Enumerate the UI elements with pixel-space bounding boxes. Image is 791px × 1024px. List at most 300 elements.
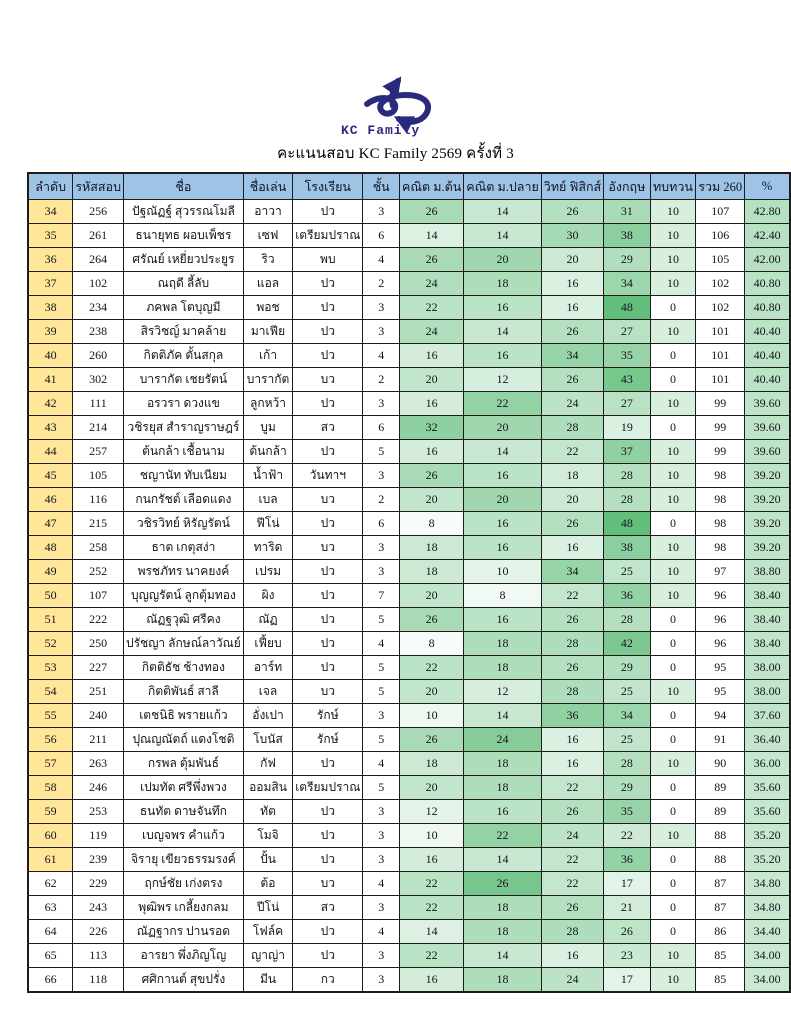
cell-science: 20 bbox=[541, 488, 603, 512]
cell-english: 27 bbox=[604, 392, 650, 416]
cell-nickname: โบนัส bbox=[243, 728, 292, 752]
cell-name: ฤกษ์ชัย เก่งตรง bbox=[124, 872, 244, 896]
cell-school: วันทาฯ bbox=[293, 464, 363, 488]
cell-total: 102 bbox=[696, 296, 745, 320]
cell-science: 16 bbox=[541, 296, 603, 320]
cell-math_junior: 16 bbox=[400, 344, 464, 368]
logo-text: KC Family bbox=[340, 123, 420, 138]
cell-math_senior: 16 bbox=[464, 608, 542, 632]
cell-review: 0 bbox=[650, 920, 696, 944]
cell-name: ธาต เกตุสง่า bbox=[124, 536, 244, 560]
cell-percent: 40.40 bbox=[745, 344, 790, 368]
cell-rank: 35 bbox=[28, 224, 73, 248]
cell-math_senior: 16 bbox=[464, 344, 542, 368]
cell-math_junior: 20 bbox=[400, 368, 464, 392]
cell-school: ปว bbox=[293, 344, 363, 368]
cell-review: 10 bbox=[650, 680, 696, 704]
cell-percent: 38.00 bbox=[745, 656, 790, 680]
cell-rank: 39 bbox=[28, 320, 73, 344]
cell-total: 101 bbox=[696, 344, 745, 368]
cell-science: 30 bbox=[541, 224, 603, 248]
cell-science: 26 bbox=[541, 200, 603, 224]
cell-grade: 3 bbox=[363, 896, 400, 920]
cell-math_junior: 18 bbox=[400, 560, 464, 584]
cell-code: 251 bbox=[73, 680, 124, 704]
cell-nickname: อั่งเปา bbox=[243, 704, 292, 728]
cell-nickname: ฟีโน่ bbox=[243, 512, 292, 536]
cell-math_junior: 18 bbox=[400, 536, 464, 560]
cell-percent: 37.60 bbox=[745, 704, 790, 728]
cell-name: กนกรัชต์ เลือดแดง bbox=[124, 488, 244, 512]
cell-total: 101 bbox=[696, 368, 745, 392]
cell-name: ปรัชญา ลักษณ์ลาวัณย์ bbox=[124, 632, 244, 656]
cell-code: 253 bbox=[73, 800, 124, 824]
cell-school: ปว bbox=[293, 320, 363, 344]
cell-english: 34 bbox=[604, 704, 650, 728]
cell-grade: 2 bbox=[363, 272, 400, 296]
cell-grade: 5 bbox=[363, 776, 400, 800]
cell-grade: 4 bbox=[363, 344, 400, 368]
cell-science: 34 bbox=[541, 344, 603, 368]
table-row bbox=[28, 536, 790, 560]
column-header-grade: ชั้น bbox=[363, 173, 400, 200]
cell-code: 229 bbox=[73, 872, 124, 896]
cell-total: 95 bbox=[696, 656, 745, 680]
cell-math_junior: 14 bbox=[400, 224, 464, 248]
cell-review: 0 bbox=[650, 848, 696, 872]
cell-total: 98 bbox=[696, 536, 745, 560]
cell-code: 222 bbox=[73, 608, 124, 632]
cell-nickname: ริว bbox=[243, 248, 292, 272]
cell-nickname: เฟี้ยบ bbox=[243, 632, 292, 656]
cell-review: 10 bbox=[650, 536, 696, 560]
cell-rank: 37 bbox=[28, 272, 73, 296]
cell-math_senior: 16 bbox=[464, 464, 542, 488]
cell-math_junior: 32 bbox=[400, 416, 464, 440]
cell-code: 105 bbox=[73, 464, 124, 488]
cell-review: 0 bbox=[650, 608, 696, 632]
cell-total: 99 bbox=[696, 392, 745, 416]
cell-review: 10 bbox=[650, 944, 696, 968]
cell-percent: 38.00 bbox=[745, 680, 790, 704]
cell-math_junior: 26 bbox=[400, 248, 464, 272]
cell-science: 28 bbox=[541, 680, 603, 704]
cell-nickname: ญาญ่า bbox=[243, 944, 292, 968]
cell-nickname: อาวา bbox=[243, 200, 292, 224]
cell-math_junior: 14 bbox=[400, 920, 464, 944]
cell-science: 36 bbox=[541, 704, 603, 728]
cell-name: อรวรา ดวงแข bbox=[124, 392, 244, 416]
cell-school: ปว bbox=[293, 392, 363, 416]
column-header-code: รหัสสอบ bbox=[73, 173, 124, 200]
cell-code: 111 bbox=[73, 392, 124, 416]
cell-math_senior: 22 bbox=[464, 392, 542, 416]
cell-grade: 3 bbox=[363, 824, 400, 848]
cell-percent: 42.00 bbox=[745, 248, 790, 272]
cell-rank: 41 bbox=[28, 368, 73, 392]
cell-name: วชิรยุส สำราญราษฎร์ bbox=[124, 416, 244, 440]
cell-nickname: บูม bbox=[243, 416, 292, 440]
cell-science: 26 bbox=[541, 656, 603, 680]
cell-name: ศรัณย์ เหยี่ยวประยูร bbox=[124, 248, 244, 272]
cell-science: 24 bbox=[541, 392, 603, 416]
cell-math_junior: 20 bbox=[400, 680, 464, 704]
cell-math_junior: 24 bbox=[400, 272, 464, 296]
table-row bbox=[28, 416, 790, 440]
score-table bbox=[27, 172, 791, 993]
cell-percent: 38.40 bbox=[745, 584, 790, 608]
cell-code: 240 bbox=[73, 704, 124, 728]
cell-school: ปว bbox=[293, 512, 363, 536]
cell-percent: 38.40 bbox=[745, 632, 790, 656]
cell-school: ปว bbox=[293, 560, 363, 584]
cell-science: 16 bbox=[541, 272, 603, 296]
cell-code: 214 bbox=[73, 416, 124, 440]
column-header-english: อังกฤษ bbox=[604, 173, 650, 200]
cell-name: บารากัต เชยรัตน์ bbox=[124, 368, 244, 392]
cell-math_junior: 16 bbox=[400, 968, 464, 993]
cell-rank: 51 bbox=[28, 608, 73, 632]
cell-total: 86 bbox=[696, 920, 745, 944]
cell-school: ปว bbox=[293, 824, 363, 848]
cell-review: 10 bbox=[650, 584, 696, 608]
cell-school: ปว bbox=[293, 656, 363, 680]
cell-grade: 5 bbox=[363, 608, 400, 632]
cell-name: บุญญรัตน์ ลูกตุ้มทอง bbox=[124, 584, 244, 608]
cell-name: กิตติภัค ตั้นสกุล bbox=[124, 344, 244, 368]
cell-percent: 36.00 bbox=[745, 752, 790, 776]
cell-math_junior: 22 bbox=[400, 944, 464, 968]
cell-school: บว bbox=[293, 488, 363, 512]
cell-math_senior: 18 bbox=[464, 896, 542, 920]
cell-english: 21 bbox=[604, 896, 650, 920]
table-row bbox=[28, 560, 790, 584]
cell-math_senior: 12 bbox=[464, 368, 542, 392]
cell-total: 96 bbox=[696, 632, 745, 656]
cell-math_senior: 18 bbox=[464, 272, 542, 296]
cell-math_senior: 18 bbox=[464, 656, 542, 680]
cell-code: 257 bbox=[73, 440, 124, 464]
cell-english: 29 bbox=[604, 656, 650, 680]
cell-grade: 5 bbox=[363, 728, 400, 752]
cell-percent: 39.60 bbox=[745, 416, 790, 440]
cell-math_senior: 16 bbox=[464, 800, 542, 824]
cell-math_senior: 16 bbox=[464, 536, 542, 560]
cell-nickname: เซฟ bbox=[243, 224, 292, 248]
cell-code: 215 bbox=[73, 512, 124, 536]
cell-review: 10 bbox=[650, 224, 696, 248]
cell-science: 26 bbox=[541, 368, 603, 392]
cell-math_senior: 26 bbox=[464, 872, 542, 896]
cell-math_senior: 18 bbox=[464, 920, 542, 944]
cell-english: 19 bbox=[604, 416, 650, 440]
cell-name: ต้นกล้า เชื้อนาม bbox=[124, 440, 244, 464]
cell-code: 211 bbox=[73, 728, 124, 752]
cell-rank: 54 bbox=[28, 680, 73, 704]
cell-english: 42 bbox=[604, 632, 650, 656]
cell-school: ปว bbox=[293, 848, 363, 872]
cell-name: ปัฐณัฏฐ์ สุวรรณโมลี bbox=[124, 200, 244, 224]
cell-math_junior: 26 bbox=[400, 728, 464, 752]
cell-english: 29 bbox=[604, 776, 650, 800]
cell-rank: 42 bbox=[28, 392, 73, 416]
cell-grade: 3 bbox=[363, 200, 400, 224]
cell-code: 246 bbox=[73, 776, 124, 800]
cell-grade: 3 bbox=[363, 704, 400, 728]
table-row bbox=[28, 464, 790, 488]
cell-review: 0 bbox=[650, 704, 696, 728]
cell-science: 28 bbox=[541, 920, 603, 944]
cell-grade: 3 bbox=[363, 320, 400, 344]
cell-grade: 3 bbox=[363, 944, 400, 968]
cell-nickname: โมจิ bbox=[243, 824, 292, 848]
cell-rank: 62 bbox=[28, 872, 73, 896]
cell-code: 263 bbox=[73, 752, 124, 776]
cell-rank: 52 bbox=[28, 632, 73, 656]
cell-school: บว bbox=[293, 680, 363, 704]
cell-rank: 47 bbox=[28, 512, 73, 536]
cell-review: 10 bbox=[650, 752, 696, 776]
cell-name: ณัฏฐากร ปานรอด bbox=[124, 920, 244, 944]
cell-school: ปว bbox=[293, 632, 363, 656]
cell-math_junior: 20 bbox=[400, 488, 464, 512]
cell-english: 17 bbox=[604, 872, 650, 896]
cell-review: 10 bbox=[650, 272, 696, 296]
cell-english: 35 bbox=[604, 800, 650, 824]
column-header-review: ทบทวน bbox=[650, 173, 696, 200]
kc-family-logo-icon bbox=[331, 72, 461, 142]
cell-percent: 36.40 bbox=[745, 728, 790, 752]
table-row bbox=[28, 728, 790, 752]
cell-name: อารยา พึ่งภิญโญ bbox=[124, 944, 244, 968]
cell-science: 26 bbox=[541, 512, 603, 536]
cell-science: 16 bbox=[541, 536, 603, 560]
cell-code: 119 bbox=[73, 824, 124, 848]
cell-name: ณัฏฐวุฒิ ศรีคง bbox=[124, 608, 244, 632]
column-header-percent: % bbox=[745, 173, 790, 200]
cell-code: 116 bbox=[73, 488, 124, 512]
cell-grade: 3 bbox=[363, 464, 400, 488]
cell-review: 10 bbox=[650, 392, 696, 416]
cell-english: 28 bbox=[604, 608, 650, 632]
cell-school: ปว bbox=[293, 752, 363, 776]
cell-total: 99 bbox=[696, 416, 745, 440]
column-header-math_senior: คณิต ม.ปลาย bbox=[464, 173, 542, 200]
cell-math_junior: 12 bbox=[400, 800, 464, 824]
cell-school: ปว bbox=[293, 584, 363, 608]
cell-name: ณฤดี ลี้ลับ bbox=[124, 272, 244, 296]
cell-math_junior: 16 bbox=[400, 440, 464, 464]
kc-family-logo bbox=[0, 72, 791, 142]
cell-school: พบ bbox=[293, 248, 363, 272]
cell-rank: 65 bbox=[28, 944, 73, 968]
cell-science: 22 bbox=[541, 872, 603, 896]
cell-code: 107 bbox=[73, 584, 124, 608]
cell-nickname: โฟล์ค bbox=[243, 920, 292, 944]
cell-review: 10 bbox=[650, 968, 696, 993]
cell-english: 22 bbox=[604, 824, 650, 848]
cell-math_senior: 18 bbox=[464, 968, 542, 993]
cell-rank: 44 bbox=[28, 440, 73, 464]
cell-nickname: ต้อ bbox=[243, 872, 292, 896]
cell-school: รักษ์ bbox=[293, 728, 363, 752]
cell-code: 256 bbox=[73, 200, 124, 224]
table-row bbox=[28, 776, 790, 800]
table-row bbox=[28, 272, 790, 296]
cell-review: 0 bbox=[650, 728, 696, 752]
cell-english: 43 bbox=[604, 368, 650, 392]
cell-code: 238 bbox=[73, 320, 124, 344]
cell-rank: 53 bbox=[28, 656, 73, 680]
table-row bbox=[28, 488, 790, 512]
table-row bbox=[28, 200, 790, 224]
cell-grade: 6 bbox=[363, 224, 400, 248]
cell-science: 34 bbox=[541, 560, 603, 584]
cell-school: ปว bbox=[293, 440, 363, 464]
cell-grade: 5 bbox=[363, 656, 400, 680]
cell-math_senior: 22 bbox=[464, 824, 542, 848]
cell-code: 260 bbox=[73, 344, 124, 368]
cell-science: 18 bbox=[541, 464, 603, 488]
cell-grade: 2 bbox=[363, 368, 400, 392]
cell-math_senior: 12 bbox=[464, 680, 542, 704]
cell-total: 95 bbox=[696, 680, 745, 704]
table-row bbox=[28, 800, 790, 824]
cell-review: 0 bbox=[650, 656, 696, 680]
cell-grade: 3 bbox=[363, 296, 400, 320]
cell-code: 118 bbox=[73, 968, 124, 993]
cell-math_senior: 18 bbox=[464, 632, 542, 656]
cell-english: 28 bbox=[604, 752, 650, 776]
cell-school: ปว bbox=[293, 944, 363, 968]
cell-nickname: ผิง bbox=[243, 584, 292, 608]
cell-grade: 3 bbox=[363, 848, 400, 872]
cell-review: 10 bbox=[650, 440, 696, 464]
cell-name: ธนทัต ดาษจันทึก bbox=[124, 800, 244, 824]
cell-school: ปว bbox=[293, 920, 363, 944]
cell-grade: 3 bbox=[363, 392, 400, 416]
cell-review: 0 bbox=[650, 632, 696, 656]
cell-math_junior: 18 bbox=[400, 752, 464, 776]
cell-code: 226 bbox=[73, 920, 124, 944]
cell-math_junior: 24 bbox=[400, 320, 464, 344]
table-row bbox=[28, 824, 790, 848]
cell-math_junior: 26 bbox=[400, 608, 464, 632]
cell-name: เบญจพร คำแก้ว bbox=[124, 824, 244, 848]
cell-school: บว bbox=[293, 368, 363, 392]
cell-math_junior: 10 bbox=[400, 824, 464, 848]
cell-review: 0 bbox=[650, 416, 696, 440]
cell-math_junior: 26 bbox=[400, 464, 464, 488]
cell-total: 98 bbox=[696, 512, 745, 536]
cell-school: สว bbox=[293, 896, 363, 920]
cell-nickname: น้ำฟ้า bbox=[243, 464, 292, 488]
cell-rank: 56 bbox=[28, 728, 73, 752]
cell-rank: 40 bbox=[28, 344, 73, 368]
cell-code: 239 bbox=[73, 848, 124, 872]
table-row bbox=[28, 704, 790, 728]
table-row bbox=[28, 920, 790, 944]
cell-total: 97 bbox=[696, 560, 745, 584]
cell-science: 26 bbox=[541, 896, 603, 920]
cell-percent: 35.20 bbox=[745, 848, 790, 872]
cell-name: พุฒิพร เกลี้ยงกลม bbox=[124, 896, 244, 920]
cell-code: 102 bbox=[73, 272, 124, 296]
cell-name: สิรวิชญ์ มาคล้าย bbox=[124, 320, 244, 344]
cell-math_junior: 20 bbox=[400, 584, 464, 608]
cell-review: 10 bbox=[650, 320, 696, 344]
table-row bbox=[28, 872, 790, 896]
cell-science: 24 bbox=[541, 824, 603, 848]
cell-percent: 35.60 bbox=[745, 800, 790, 824]
cell-english: 36 bbox=[604, 848, 650, 872]
cell-review: 0 bbox=[650, 512, 696, 536]
cell-grade: 3 bbox=[363, 800, 400, 824]
cell-percent: 38.40 bbox=[745, 608, 790, 632]
cell-grade: 5 bbox=[363, 680, 400, 704]
cell-name: ธนายุทธ ผอบเพ็ชร bbox=[124, 224, 244, 248]
cell-rank: 60 bbox=[28, 824, 73, 848]
cell-nickname: ปีโน่ bbox=[243, 896, 292, 920]
cell-science: 20 bbox=[541, 248, 603, 272]
cell-math_senior: 14 bbox=[464, 944, 542, 968]
cell-math_junior: 26 bbox=[400, 200, 464, 224]
cell-percent: 34.00 bbox=[745, 968, 790, 993]
cell-school: เตรียมปราณ bbox=[293, 776, 363, 800]
cell-grade: 6 bbox=[363, 512, 400, 536]
column-header-total: รวม 260 bbox=[696, 173, 745, 200]
table-row bbox=[28, 680, 790, 704]
cell-review: 0 bbox=[650, 776, 696, 800]
cell-review: 0 bbox=[650, 896, 696, 920]
cell-math_junior: 22 bbox=[400, 656, 464, 680]
cell-english: 48 bbox=[604, 512, 650, 536]
cell-nickname: มาเฟีย bbox=[243, 320, 292, 344]
cell-review: 0 bbox=[650, 872, 696, 896]
cell-rank: 61 bbox=[28, 848, 73, 872]
cell-grade: 6 bbox=[363, 416, 400, 440]
table-row bbox=[28, 968, 790, 993]
cell-total: 94 bbox=[696, 704, 745, 728]
table-row bbox=[28, 656, 790, 680]
cell-math_senior: 8 bbox=[464, 584, 542, 608]
cell-review: 10 bbox=[650, 464, 696, 488]
cell-rank: 59 bbox=[28, 800, 73, 824]
cell-total: 90 bbox=[696, 752, 745, 776]
table-row bbox=[28, 632, 790, 656]
cell-science: 16 bbox=[541, 728, 603, 752]
cell-english: 35 bbox=[604, 344, 650, 368]
cell-grade: 2 bbox=[363, 488, 400, 512]
cell-nickname: ณัฏ bbox=[243, 608, 292, 632]
cell-grade: 4 bbox=[363, 248, 400, 272]
cell-math_senior: 10 bbox=[464, 560, 542, 584]
column-header-science: วิทย์ ฟิสิกส์ bbox=[541, 173, 603, 200]
cell-total: 96 bbox=[696, 608, 745, 632]
cell-english: 48 bbox=[604, 296, 650, 320]
cell-grade: 4 bbox=[363, 872, 400, 896]
cell-rank: 36 bbox=[28, 248, 73, 272]
cell-nickname: กัฟ bbox=[243, 752, 292, 776]
cell-math_senior: 24 bbox=[464, 728, 542, 752]
cell-grade: 7 bbox=[363, 584, 400, 608]
cell-nickname: เจล bbox=[243, 680, 292, 704]
cell-name: กิตติพันธ์ สาลี bbox=[124, 680, 244, 704]
cell-school: บว bbox=[293, 536, 363, 560]
cell-nickname: ทัต bbox=[243, 800, 292, 824]
cell-percent: 35.60 bbox=[745, 776, 790, 800]
cell-rank: 43 bbox=[28, 416, 73, 440]
